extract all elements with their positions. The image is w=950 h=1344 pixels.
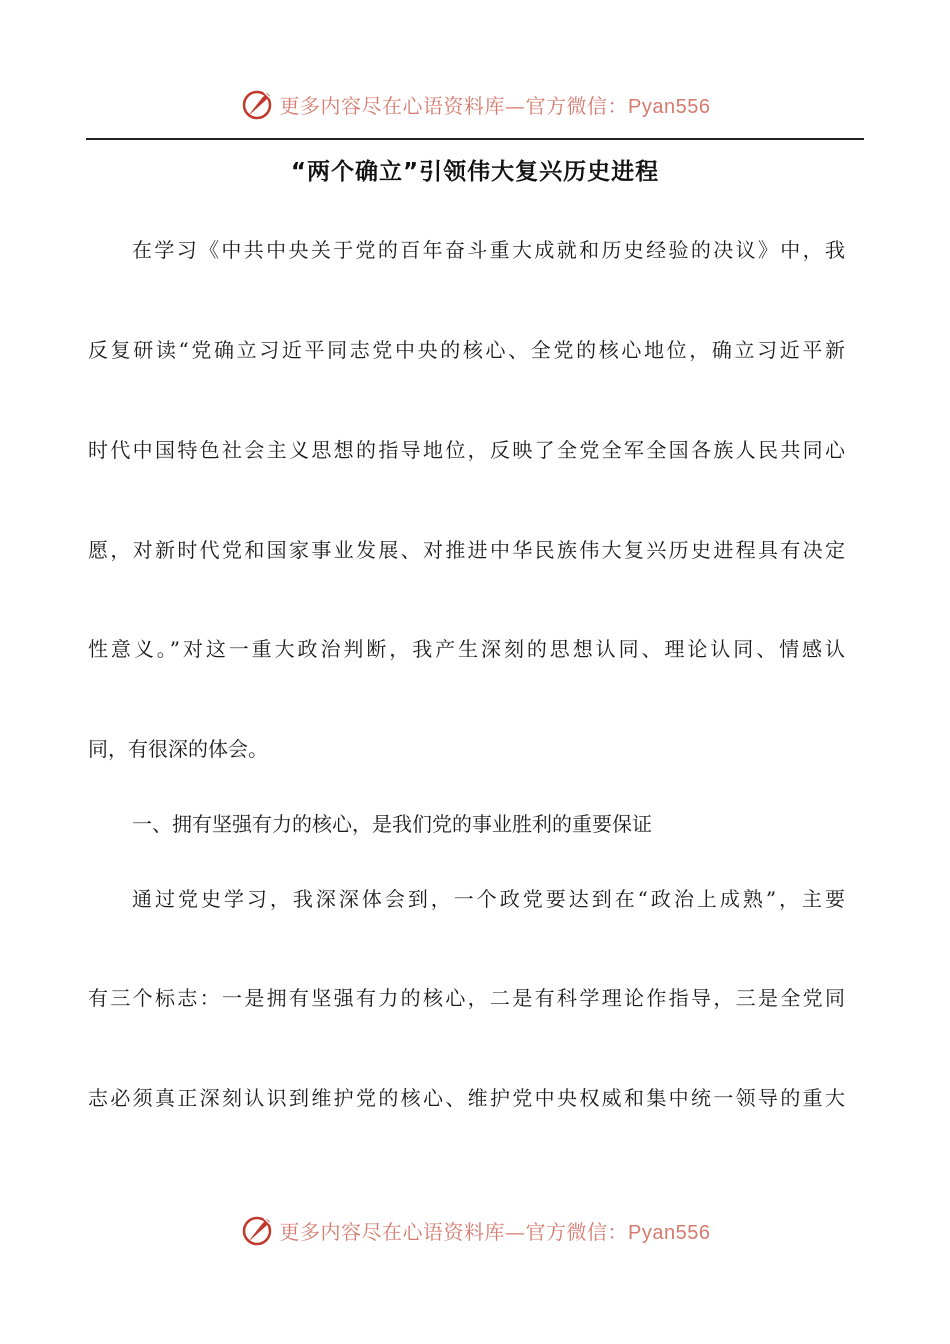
body-line-7: 通过党史学习，我深深体会到，一个政党要达到在“政治上成熟”，主要 <box>132 887 845 911</box>
body-line-1: 在学习《中共中央关于党的百年奋斗重大成就和历史经验的决议》中，我 <box>132 238 845 262</box>
body-line-8: 有三个标志：一是拥有坚强有力的核心，二是有科学理论作指导，三是全党同 <box>88 986 845 1010</box>
body-line-5: 性意义。”对这一重大政治判断，我产生深刻的思想认同、理论认同、情感认 <box>88 637 845 661</box>
body-line-9: 志必须真正深刻认识到维护党的核心、维护党中央权威和集中统一领导的重大 <box>88 1086 845 1110</box>
footer-watermark <box>0 1208 950 1252</box>
body-line-2: 反复研读“党确立习近平同志党中央的核心、全党的核心地位，确立习近平新 <box>88 338 845 362</box>
watermark-brand: Pyan556 <box>628 1221 711 1244</box>
section-heading-1: 一、拥有坚强有力的核心，是我们党的事业胜利的重要保证 <box>132 812 652 836</box>
pen-nib-circle-icon <box>240 86 276 122</box>
header-divider <box>86 138 864 140</box>
watermark-brand: Pyan556 <box>628 95 711 118</box>
watermark-text: 更多内容尽在心语资料库—官方微信：Pyan556 <box>279 93 711 118</box>
pen-nib-circle-icon <box>240 1212 276 1248</box>
watermark-text: 更多内容尽在心语资料库—官方微信：Pyan556 <box>279 1219 711 1244</box>
body-line-4: 愿，对新时代党和国家事业发展、对推进中华民族伟大复兴历史进程具有决定 <box>88 538 845 562</box>
header-watermark <box>0 82 950 126</box>
body-line-3: 时代中国特色社会主义思想的指导地位，反映了全党全军全国各族人民共同心 <box>88 438 845 462</box>
body-line-6: 同，有很深的体会。 <box>88 737 268 761</box>
document-title: “两个确立”引领伟大复兴历史进程 <box>290 159 660 185</box>
